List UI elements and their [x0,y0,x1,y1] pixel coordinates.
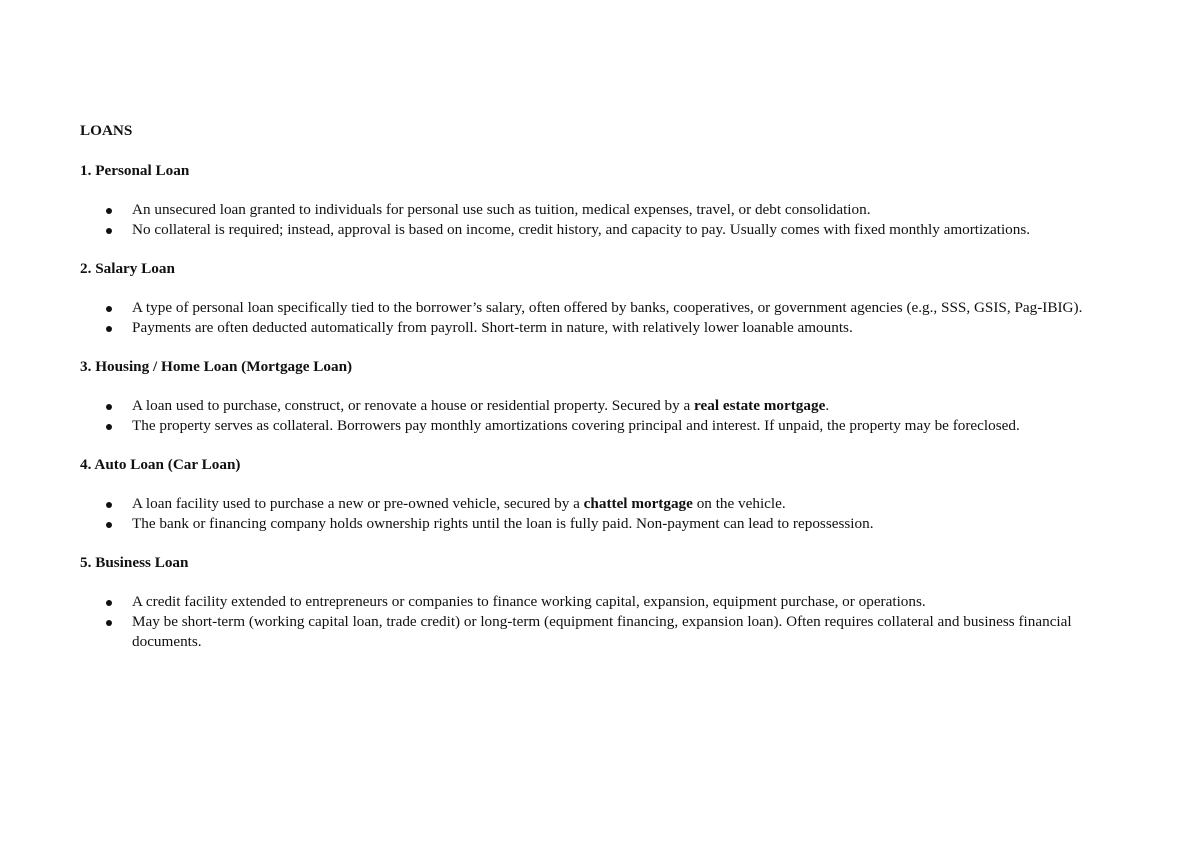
list-item-text: A loan used to purchase, construct, or renovate a house or residential property. Secured by a [132,397,695,414]
document-body [80,121,1140,671]
section-heading: 1. Personal Loan [80,162,190,179]
bullet-icon [106,620,112,626]
bullet-icon [106,404,112,410]
bullet-icon [106,424,112,430]
bullet-icon [106,228,112,234]
bullet-icon [106,600,112,606]
list-item [80,612,1140,652]
section-heading: 2. Salary Loan [80,260,175,277]
list-item-text: . [825,397,830,414]
list-item [80,298,1140,318]
list-item-text: A credit facility extended to entrepreneurs or companies to finance working capital, expansion, equipment purchase, or operations. [132,593,926,610]
section-heading: 3. Housing / Home Loan (Mortgage Loan) [80,358,353,375]
bold-term: chattel mortgage [583,495,693,512]
document-title: LOANS [80,122,133,139]
list-item [80,592,1140,612]
bullet-icon [106,502,112,508]
bullet-list [80,592,1140,652]
list-item-text: No collateral is required; instead, approval is based on income, credit history, and capacity to pay. Usually comes with fixed monthly amortizations. [132,221,1031,238]
bullet-list [80,396,1140,436]
sections-container [80,161,1140,652]
bullet-icon [106,326,112,332]
list-item [80,494,1140,514]
list-item-text: on the vehicle. [692,495,786,512]
list-item-text: A type of personal loan specifically tied to the borrower’s salary, often offered by banks, cooperatives, or government agencies (e.g., SSS, GSIS, Pag-IBIG). [132,299,1083,316]
list-item-text: An unsecured loan granted to individuals for personal use such as tuition, medical expenses, travel, or debt consolidation. [132,201,871,218]
bold-term: real estate mortgage [694,397,826,414]
section-heading: 5. Business Loan [80,554,189,571]
list-item [80,514,1140,534]
bullet-list [80,494,1140,534]
list-item-text: May be short-term (working capital loan, trade credit) or long-term (equipment financing, expansion loan). Often requires collateral and business financial documents. [132,613,1072,650]
bullet-list [80,200,1140,240]
bullet-icon [106,522,112,528]
bullet-list [80,298,1140,338]
section-heading: 4. Auto Loan (Car Loan) [80,456,241,473]
bullet-icon [106,208,112,214]
list-item [80,396,1140,416]
bullet-icon [106,306,112,312]
list-item-text: The property serves as collateral. Borrowers pay monthly amortizations covering principal and interest. If unpaid, the property may be foreclosed. [132,417,1020,434]
list-item-text: Payments are often deducted automatically from payroll. Short-term in nature, with relatively lower loanable amounts. [132,319,853,336]
list-item [80,200,1140,220]
list-item [80,318,1140,338]
list-item [80,416,1140,436]
list-item-text: A loan facility used to purchase a new or pre-owned vehicle, secured by a [132,495,584,512]
list-item [80,220,1140,240]
list-item-text: The bank or financing company holds ownership rights until the loan is fully paid. Non-payment can lead to repossession. [132,515,874,532]
